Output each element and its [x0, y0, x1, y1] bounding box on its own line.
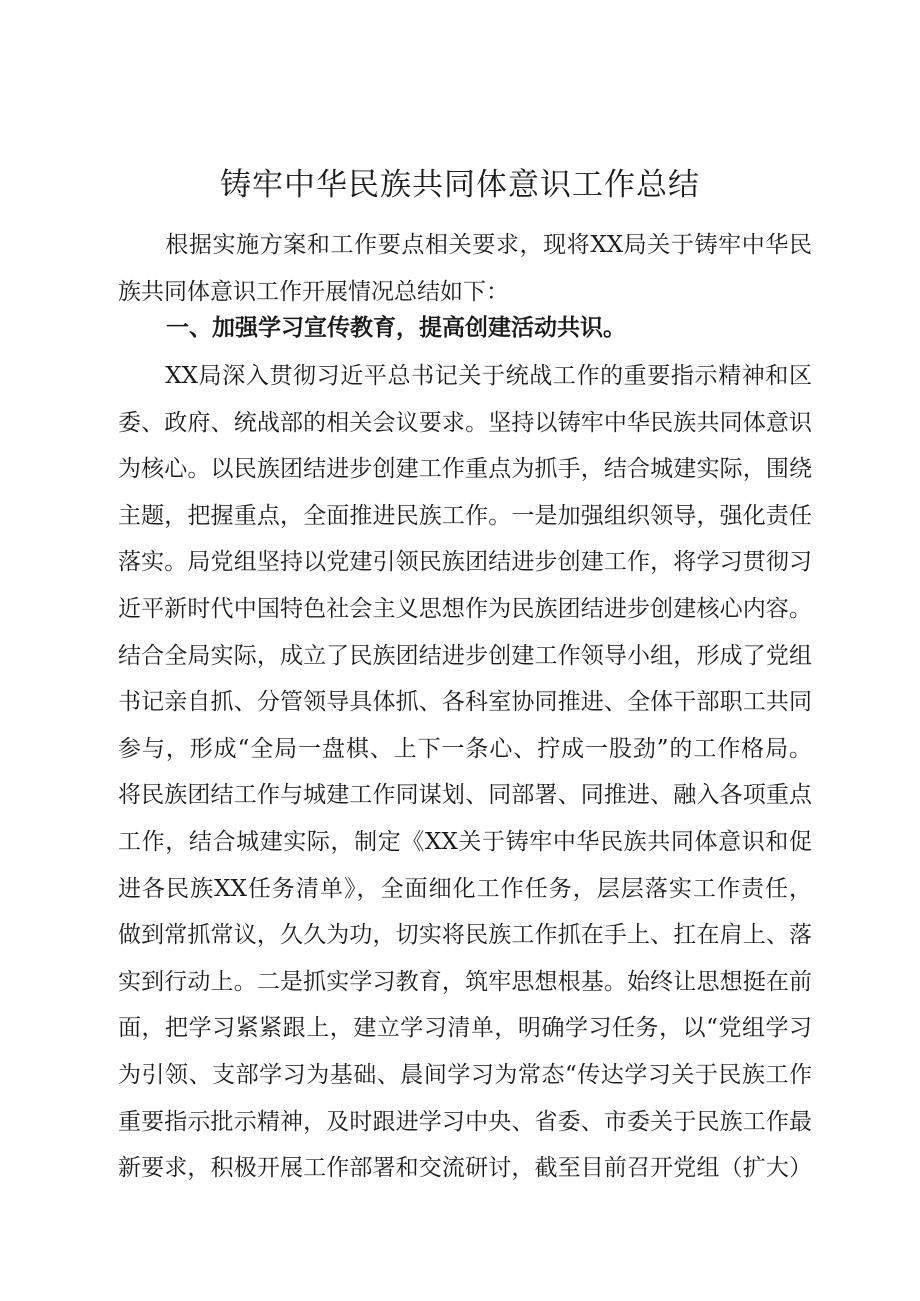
paragraph-line: 参与，形成“全局一盘棋、上下一条心、拧成一股劲”的工作格局。: [118, 735, 812, 762]
paragraph-line: 新要求，积极开展工作部署和交流研讨，截至目前召开党组（扩大）: [118, 1155, 812, 1182]
paragraph-line: 主题，把握重点，全面推进民族工作。一是加强组织领导，强化责任: [118, 502, 812, 529]
paragraph-line: 将民族团结工作与城建工作同谋划、同部署、同推进、融入各项重点: [118, 782, 812, 809]
paragraph-line: 面，把学习紧紧跟上，建立学习清单，明确学习任务，以“党组学习: [118, 1015, 812, 1042]
paragraph-line: 结合全局实际，成立了民族团结进步创建工作领导小组，形成了党组: [118, 642, 812, 669]
paragraph-line: 委、政府、统战部的相关会议要求。坚持以铸牢中华民族共同体意识: [118, 409, 812, 436]
intro-line: 族共同体意识工作开展情况总结如下：: [118, 278, 509, 305]
paragraph-line: 落实。局党组坚持以党建引领民族团结进步创建工作，将学习贯彻习: [118, 549, 812, 576]
intro-line: 根据实施方案和工作要点相关要求，现将XX局关于铸牢中华民: [118, 232, 812, 258]
paragraph-line: 近平新时代中国特色社会主义思想作为民族团结进步创建核心内容。: [118, 595, 812, 622]
document-title: 铸牢中华民族共同体意识工作总结: [220, 167, 700, 203]
paragraph-line: 工作，结合城建实际，制定《XX关于铸牢中华民族共同体意识和促: [118, 828, 812, 855]
paragraph-line: 重要指示批示精神，及时跟进学习中央、省委、市委关于民族工作最: [118, 1108, 812, 1135]
paragraph-line: XX局深入贯彻习近平总书记关于统战工作的重要指示精神和区: [118, 363, 812, 389]
paragraph-line: 为引领、支部学习为基础、晨间学习为常态“传达学习关于民族工作: [118, 1061, 812, 1088]
paragraph-line: 做到常抓常议，久久为功，切实将民族工作抓在手上、扛在肩上、落: [118, 922, 812, 949]
paragraph-line: 书记亲自抓、分管领导具体抓、各科室协同推进、全体干部职工共同: [118, 689, 812, 716]
intro-paragraph: [118, 222, 812, 315]
paragraph-line: 进各民族XX任务清单》，全面细化工作任务，层层落实工作责任，: [118, 875, 812, 902]
section-heading-1: 一、加强学习宣传教育，提高创建活动共识。: [166, 315, 626, 341]
paragraph-line: 实到行动上。二是抓实学习教育，筑牢思想根基。始终让思想挺在前: [118, 968, 812, 995]
section-1-paragraph: [118, 353, 812, 1192]
paragraph-line: 为核心。以民族团结进步创建工作重点为抓手，结合城建实际，围绕: [118, 456, 812, 483]
